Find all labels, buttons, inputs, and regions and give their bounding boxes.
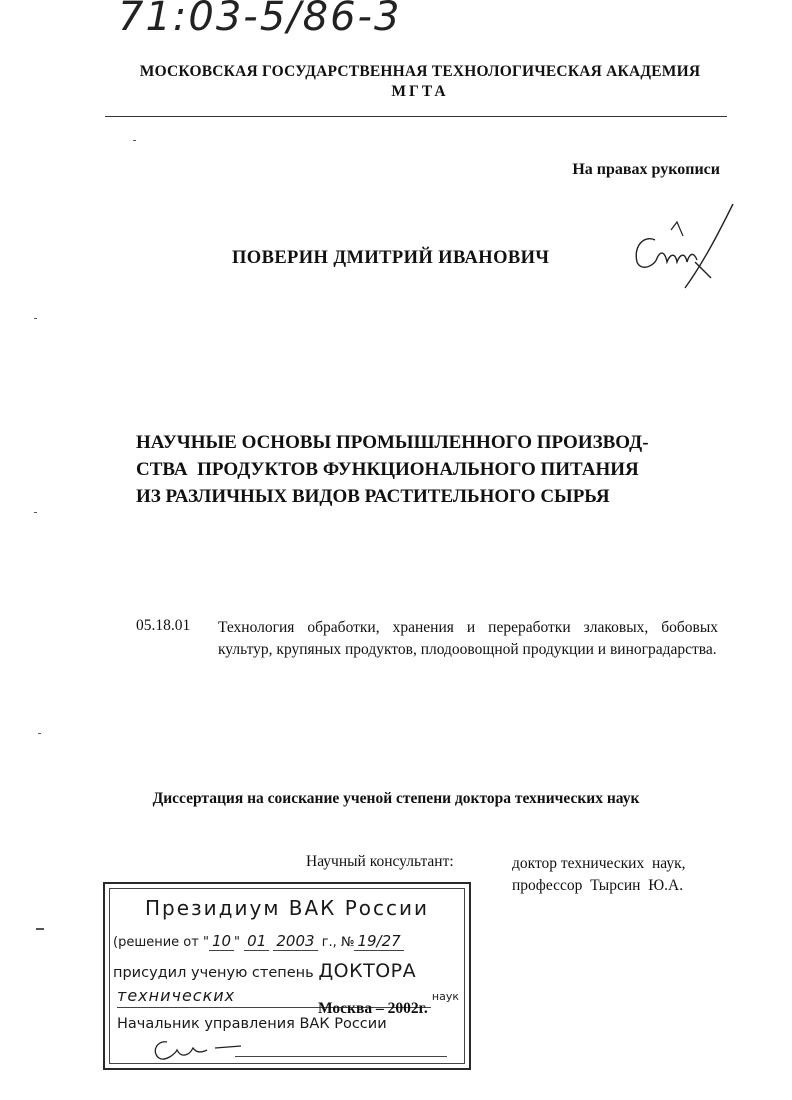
manuscript-note: На правах рукописи [572, 161, 720, 178]
stamp-month: 01 [244, 932, 269, 951]
scan-speck [133, 140, 136, 141]
stamp-signature [145, 1034, 265, 1064]
thesis-title [136, 429, 726, 510]
thesis-title-line-3: ИЗ РАЗЛИЧНЫХ ВИДОВ РАСТИТЕЛЬНОГО СЫРЬЯ [136, 486, 610, 507]
header-divider [105, 116, 727, 117]
stamp-head-title: Начальник управления ВАК России [117, 1016, 387, 1032]
institution-name: МОСКОВСКАЯ ГОСУДАРСТВЕННАЯ ТЕХНОЛОГИЧЕСКАЯ АКАДЕМИЯ [139, 63, 701, 80]
stamp-decision-prefix: (решение от " [113, 935, 209, 950]
thesis-title-line-2: СТВА ПРОДУКТОВ ФУНКЦИОНАЛЬНОГО ПИТАНИЯ [136, 459, 639, 480]
stamp-day: 10 [209, 932, 234, 951]
consultant-name: профессор Тырсин Ю.А. [512, 877, 684, 894]
author-signature [625, 200, 735, 290]
stamp-awarded-text: присудил ученую степень [113, 965, 319, 981]
stamp-number-label: г., № [317, 935, 355, 950]
institution-abbreviation: МГТА [391, 83, 449, 100]
degree-statement: Диссертация на соискание ученой степени доктора технических наук [152, 790, 640, 807]
specialty-description: Технология обработки, хранения и переработки злаковых, бобовых культур, крупяных продуктов, плодоовощной продукции и виноградарства. [218, 619, 718, 658]
scan-speck [36, 928, 44, 930]
archive-number: 71:03-5/86-3 [118, 0, 402, 40]
consultant-label: Научный консультант: [306, 853, 454, 870]
thesis-title-line-1: НАУЧНЫЕ ОСНОВЫ ПРОМЫШЛЕННОГО ПРОИЗВОД- [136, 432, 649, 453]
stamp-title: Президиум ВАК России [144, 896, 430, 920]
stamp-field-handwritten: технических [117, 986, 236, 1005]
stamp-year: 2003 [273, 932, 317, 951]
scan-speck [38, 733, 41, 734]
consultant-degree: доктор технических наук, [512, 855, 686, 872]
scan-speck [34, 318, 37, 319]
vak-approval-stamp [103, 882, 471, 1070]
stamp-number: 19/27 [354, 932, 403, 951]
stamp-awarded-line [113, 960, 416, 982]
stamp-decision-line [113, 932, 404, 950]
scan-speck [34, 512, 37, 513]
city-year: Москва – 2002г. [318, 1000, 428, 1017]
author-name: ПОВЕРИН ДМИТРИЙ ИВАНОВИЧ [232, 248, 550, 268]
stamp-science-word: наук [431, 990, 459, 1003]
consultant-info [512, 853, 686, 897]
stamp-signature-line [235, 1056, 447, 1057]
stamp-degree: ДОКТОРА [318, 960, 417, 982]
institution-header [100, 62, 740, 102]
stamp-date-quote: " [234, 935, 245, 950]
specialty-code: 05.18.01 [136, 617, 191, 634]
